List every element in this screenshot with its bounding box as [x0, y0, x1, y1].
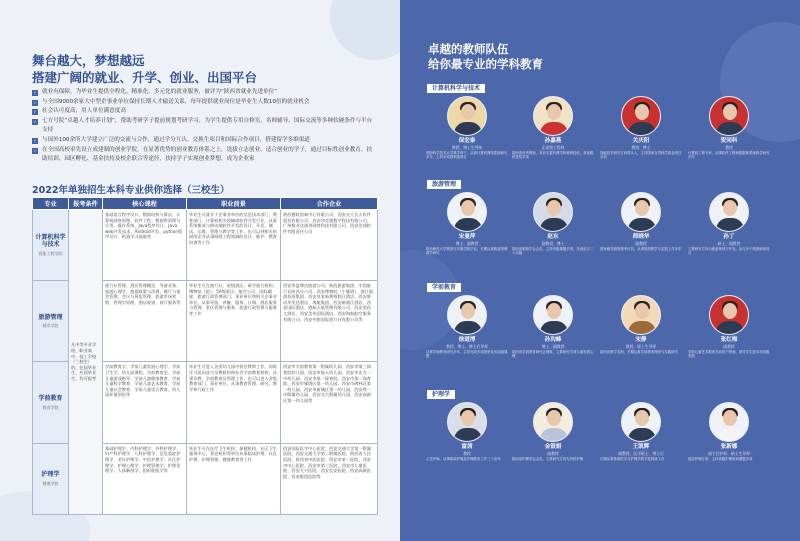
teacher-photo [447, 402, 487, 442]
table-header-row [33, 198, 378, 210]
teacher-bio: 陕西省教学名师，长期从事学前教育理论与实践研究 [600, 350, 678, 354]
page-title [32, 52, 257, 86]
list-item: ✓ 就业有保障。为毕业生提供全程化、精准化、多元化的就业服务，被评为“陕西省就业先进单位” [33, 89, 278, 95]
teacher-photo [533, 295, 573, 335]
title-line-1: 卓越的教师队伍 [428, 42, 509, 56]
teacher-card [426, 192, 508, 256]
teacher-card [688, 295, 770, 359]
teacher-photo [709, 192, 749, 232]
career-cell: 毕业生可进入各类幼儿园中担任教师工作，同时还可面向各大早教机构和社会学前教育机构，从事早教、学前教育及管理工作，也可以进入各级教育部门、事业单位，从事教育管理、研究、教学和行政工作 [187, 362, 281, 443]
check-icon: ✓ [33, 109, 37, 115]
courses-cell: 学前教育学、学前儿童发展心理学、学前卫生学、幼儿园课程、学前教育史、学前儿童游戏指导、学前儿童健康教育、学前儿童科学教育、学前儿童艺术教育、学前儿童社会教育、学前儿童语言教育、幼儿园环境创设等 [103, 362, 187, 443]
teacher-card [688, 402, 770, 461]
teacher-photo [621, 96, 661, 136]
teacher-card [512, 402, 594, 461]
teacher-name: 孙嘉燕 [544, 138, 562, 144]
partners-cell: 陕西德软创新中心有限公司、西安交大长天软件股份有限公司、西安昂克奥数字科技有限公司、广州数业达演讲网络科技有限公司、西安达翊软件有限责任公司 [281, 210, 378, 281]
teacher-name: 金银娟 [544, 444, 562, 450]
column-header: 专业 [33, 198, 69, 210]
teacher-photo [533, 96, 573, 136]
list-item: ✓ 与国外100余所大学建立广泛的交流与合作，通过学分互认、交换生项目和国际合作项目，搭建留学多维渠道 [33, 136, 310, 143]
teacher-name: 贺同科 [720, 138, 738, 144]
courses-cell: 基础语言程序设计、数据结构与算法、计算机网络原理、软件工程、数据库原理与应用、操作系统、Java程序设计、Java web开发技术、Android开发、python程序设计、机器学习基础等 [103, 210, 187, 281]
teacher-name: 富茜 [461, 444, 473, 450]
teacher-card [688, 96, 770, 160]
teacher-photo [533, 402, 573, 442]
teacher-title: 教授 [725, 145, 733, 150]
teacher-title: 副教授 [723, 344, 735, 349]
column-header: 核心课程 [103, 198, 187, 210]
teacher-title: 教授、博士 [631, 145, 651, 150]
list-item: ✓ 与全国9000余家大中型企事业单位保持长期人才输送关系，每年提供就业岗位是毕业生人数10倍的就业机会 [33, 98, 310, 105]
teacher-bio: 陕西省护理学会会员，主要研究方向为内科护理 [512, 457, 584, 461]
courses-cell: 基础护理学、内科护理学、外科护理学、妇产科护理学、儿科护理学、急危重症护理学、老年护理学、中医护理学、社区护理学、护理心理学、护理管理学、护理伦理学、人体解剖学、组织胚胎学等 [103, 443, 187, 514]
check-icon: ✓ [33, 137, 37, 143]
teacher-title: 副主任护师、硕士生导师 [708, 451, 750, 456]
teacher-photo [709, 295, 749, 335]
check-icon: ✓ [33, 147, 37, 153]
teacher-title: 教授、硕士生导师 [625, 344, 657, 349]
teacher-name: 徐道博 [458, 337, 476, 343]
teacher-name: 王凯辉 [632, 444, 650, 450]
teacher-card [600, 295, 682, 354]
teacher-title: 教授、博士、博士后导师 [446, 344, 488, 349]
teacher-photo [709, 402, 749, 442]
teacher-bio: 国家级导游资格考评员，从事旅游教学与实践工作多年 [600, 247, 682, 251]
partners-cell: 西安华夏博达旅游公司、陕西旅游集团、中国旅行社陕西分公司、西安博物院（小雁塔）、曲江旅游投资集团、西安皇家新赛格假日酒店、西安唐语华美达酒店、海航集团、西安新曲江酒店、西安国际酒店、港航天航管理有限公司、西安金花大酒店、西安美华国际酒店、西安海航航空服务有限公司、西安中旅国际旅行社有限公司等 [281, 281, 378, 362]
teacher-photo [447, 96, 487, 136]
section-tag-nursing: 护理学 [427, 390, 455, 399]
column-header: 职业前景 [187, 198, 281, 210]
teacher-bio: 主要研究方向为旅游规划与开发，参与多个旅游规划项目 [688, 247, 770, 256]
teacher-bio: 陕西省旅游学会会员，主持省级课题多项，发表论文二十余篇 [512, 247, 594, 256]
decor-circle [330, 0, 400, 60]
teacher-card [600, 192, 682, 251]
career-cell: 毕业生可在旅行社、星级酒店、研学旅行机构、博物馆（院）、5A级景区、航空公司、国际邮轮、旅游行政管理部门、事业单位和机关企事业单位，从事导游、讲解、服务、计调、酒店服务与管理、景区管理与服务、旅游行政管理与服务等工作 [187, 281, 281, 362]
teacher-title: 博士、副教授 [455, 241, 479, 246]
right-page [400, 0, 800, 541]
career-cell: 毕业生可就业于企事业单位的信息技术部门，教育部门，计算机相关领域或软件开发行业，从事系统集成与移动端软件开发的设计、开发、测试、运维、管理与教学等工作，也可以到相关的网络企业从事网络工程领域的设计、维护、教育培训等工作 [187, 210, 281, 281]
teacher-photo [533, 192, 573, 232]
column-header: 报考条件 [69, 198, 103, 210]
teacher-card [600, 96, 682, 160]
check-icon: ✓ [33, 118, 37, 124]
teacher-name: 张红梅 [720, 337, 738, 343]
teacher-bio: 主任护师，从事临床护理及护理教育工作三十余年 [426, 457, 501, 461]
courses-cell: 旅行社管理、酒店管理概论、导游业务、旅游心理学、旅游政策与法规、餐厅与宴会管理、会议与展览管理、旅游市场营销、管理学原理、酒店收银、前厅服务等 [103, 281, 187, 362]
teacher-bio: 陕西师范大学旅游与环境学院毕业，长期从事旅游管理教学研究 [426, 247, 508, 256]
teacher-title: 副教授、医学硕士、博士后 [618, 451, 664, 456]
title-line-2: 搭建广阔的就业、升学、创业、出国平台 [32, 70, 258, 85]
section-tag-tourism: 旅游管理 [427, 180, 461, 189]
teacher-bio: 长期从事基础医学与护理学教学及科研工作 [600, 457, 665, 461]
condition-cell: 凡中等专业学校、职业高中、技工学校（三校生）的，往届毕业生、应届毕业生，均可报考 [69, 210, 103, 515]
section-tag-computer-science: 计算机科学与技术 [427, 84, 485, 93]
teacher-bio: 国防科学技术大学教学骨干，从事计算机网络系统研究多年，主持多项国家级项目 [426, 151, 508, 160]
check-icon: ✓ [33, 90, 37, 95]
teacher-card [688, 192, 770, 256]
teacher-bio: 计算机工程专家，从事软件工程和数据库系统教学研究多年 [688, 151, 770, 160]
table-row [33, 210, 378, 281]
teacher-name: 孙丁 [723, 234, 735, 240]
title-line-2: 给你最专业的学科教育 [428, 57, 543, 71]
teacher-bio: 临床护理专家，主持省级护理科研课题多项 [688, 457, 753, 461]
teacher-photo [709, 96, 749, 136]
teacher-photo [447, 192, 487, 232]
teacher-title: 正高级工程师 [541, 145, 565, 150]
teacher-name: 宋曼萍 [458, 234, 476, 240]
teacher-title: 教授 [463, 451, 471, 456]
teacher-name: 保宏泰 [458, 138, 476, 144]
teacher-card [426, 402, 508, 461]
teacher-photo [621, 295, 661, 335]
majors-table [32, 197, 377, 515]
major-cell: 护理学 健康学院 [33, 443, 69, 514]
partners-cell: 西安市学前教育第一附属幼儿园、西安市第三保育院幼儿园、西安市航天幼儿园、西安市北方一中幼儿园、西安市第一保育院、西安市第二保育院、西安市雁塔区第一幼儿园、西安市碑林区第一幼儿园、西安市新城区第一幼儿园、西安铁一中附属幼儿园、西安交大附属幼儿园、西安高新区第一幼儿园等 [281, 362, 378, 443]
table-title: 2022年单独招生本科专业供你选择（三校生） [32, 185, 230, 196]
list-item: ✓ 在全国高校率先设立成建制的创业学院，在显著优势的创业教育体系之上，选拔立志创业、适合创业的学子，通过目标性创业教育、扶助培训、园区孵化、基金扶持及校企联合等途径，扶持学子实现创业梦想，成为企业家 [33, 146, 373, 163]
teacher-card [512, 295, 594, 359]
career-cell: 毕业生可在医疗卫生机构、保健机构、社区卫生服务中心、养老机构等单位从事临床护理、社区护理、护理管理、健康教育等工作 [187, 443, 281, 514]
column-header: 合作企业 [281, 198, 378, 210]
teacher-title: 博士、副教授 [541, 344, 565, 349]
teacher-photo [621, 192, 661, 232]
teacher-name: 宋静 [635, 337, 647, 343]
major-cell: 学前教育 教育学院 [33, 362, 69, 443]
teacher-bio: 学前儿童艺术教育方向骨干教师，指导学生获多项省级奖励 [688, 350, 770, 359]
teacher-card [512, 96, 594, 160]
teacher-name: 孙沟蜂 [544, 337, 562, 343]
teacher-photo [447, 295, 487, 335]
teacher-card [426, 96, 508, 160]
teacher-card [600, 402, 682, 461]
check-icon: ✓ [33, 99, 37, 105]
teacher-name: 师晓华 [632, 234, 650, 240]
major-cell: 旅游管理 城市学院 [33, 281, 69, 362]
major-cell: 计算机科学与技术 智能工程学院 [33, 210, 69, 281]
teacher-title: 副教授、博士 [541, 241, 565, 246]
teacher-bio: 陕西省优秀教师，具有丰富的教学和科研经验，获省级科技奖多项 [512, 151, 594, 160]
title-line-1: 舞台越大，梦想越远 [32, 53, 145, 68]
teacher-name: 赵东 [547, 234, 559, 240]
teacher-title: 副教授 [547, 451, 559, 456]
partners-cell: 西安国际医学中心医院、西安交通大学第一附属医院、西安交通大学第二附属医院、陕西省人民医院、陕西省中医医院、西安市第一医院、西安市中心医院、西安市第三医院、西安市儿童医院、西安大兴医院、西安长安医院、西安高新医院、西电集团医院等 [281, 443, 378, 514]
teacher-title: 教授、博士生导师 [451, 145, 483, 150]
teacher-name: 张新娜 [720, 444, 738, 450]
teacher-photo [621, 402, 661, 442]
teacher-title: 副教授 [635, 241, 647, 246]
list-item: ✓ 社会认可度高，用人单位满意度高 [33, 108, 126, 115]
teacher-bio: 智能技术研究方向带头人，主持国家自然科学基金项目多项 [600, 151, 682, 160]
teacher-title: 硕士、副教授 [717, 241, 741, 246]
teacher-card [512, 192, 594, 256]
list-item: ✓ 七方号院“卓越人才培养计划”，帮助考研学子提前规划考研学习，为学生提供专用自修室、名师辅导、国际交流等多种软硬条件与平台支持 [33, 117, 373, 134]
faculty-title [428, 42, 543, 72]
teacher-card [426, 295, 508, 359]
benefit-list [32, 88, 377, 165]
section-tag-preschool: 学前教育 [427, 283, 461, 292]
teacher-bio: 陕西省学前教育研究会理事，主要研究学前儿童发展心理 [512, 350, 594, 359]
teacher-bio: 从事学前教育研究多年，主持完成多项国家及省部级课题 [426, 350, 508, 359]
teacher-name: 关庆阳 [632, 138, 650, 144]
